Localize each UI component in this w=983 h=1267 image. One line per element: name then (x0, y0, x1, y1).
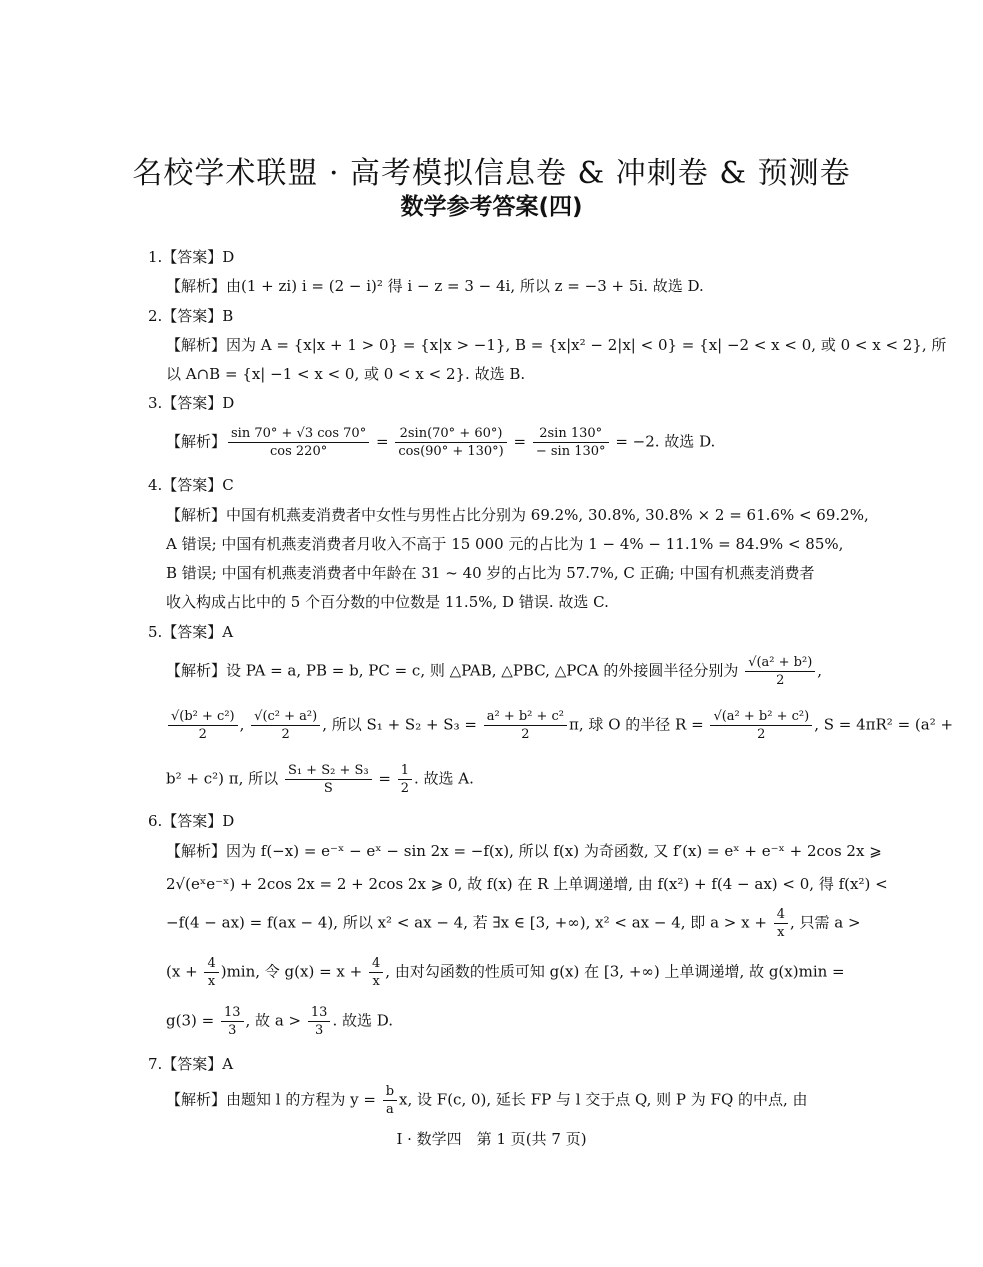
q5-analysis-line1: 【解析】设 PA = a, PB = b, PC = c, 则 △PAB, △PBC, △PCA 的外接圆半径分别为 $\frac{\text{√(a² + b²)}}{2}$ , (166, 655, 823, 688)
page-footer: Ⅰ · 数学四 第 1 页(共 7 页) (396, 1130, 587, 1148)
q6-analysis-line1: 【解析】因为 f(−x) = e⁻ˣ − eˣ − sin 2x = −f(x), 所以 f(x) 为奇函数, 又 f′(x) = eˣ + e⁻ˣ + 2cos 2x ⩾ (166, 842, 882, 860)
q6-analysis-line5: g(3) = $\frac{13}{3}$ , 故 a > $\frac{13}{3}$ . 故选 D. (166, 1005, 394, 1038)
q5-answer: 5.【答案】A (148, 623, 234, 641)
q3-answer: 3.【答案】D (148, 394, 235, 412)
q7-analysis-line1: 【解析】由题知 l 的方程为 y = $\frac{b}{a}$ x, 设 F(c, 0), 延长 FP 与 l 交于点 Q, 则 P 为 FQ 的中点, 由 (166, 1084, 808, 1117)
q5-fraction-bc: $\frac{\text{√(b² + c²)}}{2}$ (168, 708, 238, 743)
q6-fraction-4x-c: $\frac{4}{x}$ (369, 955, 383, 990)
q6-analysis-line2: 2√(eˣe⁻ˣ) + 2cos 2x = 2 + 2cos 2x ⩾ 0, 故 f(x) 在 R 上单调递增, 由 f(x²) + f(4 − ax) < 0, 得 f(x²) < (166, 875, 888, 893)
q4-analysis-line4: 收入构成占比中的 5 个百分数的中位数是 11.5%, D 错误. 故选 C. (166, 593, 609, 611)
q5-analysis-line3: b² + c²) π, 所以 $\frac{\text{S₁ + S₂ + S₃}}{S}$ = $\frac{1}{2}$ . 故选 A. (166, 763, 474, 796)
page-subtitle: 数学参考答案(四) (400, 194, 583, 220)
q3-fraction-3: $\frac{2\sin 130^\circ}{- \sin 130^\circ}$ (533, 425, 609, 460)
q3-fraction-1: $\frac{\sin 70^\circ + √3 \cos 70^\circ}{\cos 220^\circ}$ (228, 425, 369, 460)
q5-fraction-radius: $\frac{\text{√(a² + b² + c²)}}{2}$ (710, 708, 812, 743)
q6-analysis-line4: (x + $\frac{4}{x}$ )min, 令 g(x) = x + $\frac{4}{x}$ , 由对勾函数的性质可知 g(x) 在 [3, +∞) 上单调递增, 故 g(x)min = (166, 956, 845, 989)
q2-analysis-line1: 【解析】因为 A = {x|x + 1 > 0} = {x|x > −1}, B = {x|x² − 2|x| < 0} = {x| −2 < x < 0, 或 0 < x < 2}, 所 (166, 336, 947, 354)
q7-answer: 7.【答案】A (148, 1055, 234, 1073)
q6-fraction-13-3-a: $\frac{13}{3}$ (221, 1004, 244, 1039)
q4-analysis-line1: 【解析】中国有机燕麦消费者中女性与男性占比分别为 69.2%, 30.8%, 30.8% × 2 = 61.6% < 69.2%, (166, 506, 869, 524)
q3-tail: = −2. 故选 D. (615, 432, 716, 451)
q6-analysis-line3: −f(4 − ax) = f(ax − 4), 所以 x² < ax − 4, 若 ∃x ∈ [3, +∞), x² < ax − 4, 即 a > x + $\frac{4}{x}$ , 只需 a > (166, 907, 861, 940)
q3-lead: 【解析】 (166, 432, 227, 451)
q5-fraction-ab: $\frac{\text{√(a² + b²)}}{2}$ (745, 654, 815, 689)
q6-answer: 6.【答案】D (148, 812, 235, 830)
q1-answer: 1.【答案】D (148, 248, 235, 266)
q3-fraction-2: $\frac{2\sin(70^\circ + 60^\circ)}{\cos(90^\circ + 130^\circ)}$ (395, 425, 506, 460)
q5-fraction-ratio: $\frac{\text{S₁ + S₂ + S₃}}{S}$ (285, 762, 372, 797)
q5-fraction-half: $\frac{1}{2}$ (398, 762, 412, 797)
q6-fraction-4x-b: $\frac{4}{x}$ (204, 955, 218, 990)
q5-analysis-line2: $\frac{\text{√(b² + c²)}}{2}$ , $\frac{\text{√(c² + a²)}}{2}$ , 所以 S₁ + S₂ + S₃ = $\frac{\text{a² + b² + c²}}{2}$ π, 球 O 的半径 R = $\frac{\text{√(a² + b² + c²)}}{2}$ , S = 4πR² = (a² + (166, 708, 953, 743)
q4-analysis-line2: A 错误; 中国有机燕麦消费者月收入不高于 15 000 元的占比为 1 − 4% − 11.1% = 84.9% < 85%, (166, 535, 844, 553)
q2-answer: 2.【答案】B (148, 307, 234, 325)
q6-fraction-13-3-b: $\frac{13}{3}$ (308, 1004, 331, 1039)
q5-fraction-ca: $\frac{\text{√(c² + a²)}}{2}$ (251, 708, 320, 743)
q2-analysis-line2: 以 A∩B = {x| −1 < x < 0, 或 0 < x < 2}. 故选 B. (166, 365, 526, 383)
q6-fraction-4x-a: $\frac{4}{x}$ (774, 906, 788, 941)
page-title: 名校学术联盟 · 高考模拟信息卷 & 冲刺卷 & 预测卷 (132, 156, 851, 191)
q4-analysis-line3: B 错误; 中国有机燕麦消费者中年龄在 31 ~ 40 岁的占比为 57.7%, C 正确; 中国有机燕麦消费者 (166, 564, 815, 582)
q4-answer: 4.【答案】C (148, 476, 234, 494)
q5-fraction-sum: $\frac{\text{a² + b² + c²}}{2}$ (484, 708, 567, 743)
q1-analysis: 【解析】由(1 + zi) i = (2 − i)² 得 i − z = 3 − 4i, 所以 z = −3 + 5i. 故选 D. (166, 277, 704, 295)
q3-analysis: 【解析】 $\frac{\sin 70^\circ + √3 \cos 70^\circ}{\cos 220^\circ}$ = $\frac{2\sin(70^\circ + 60^\circ)}{\cos(90^\circ + 130^\circ)}$ = $\frac{2\sin 130^\circ}{- \sin 130^\circ}$ = −2. 故选 D. (166, 426, 716, 459)
q7-fraction-b-a: $\frac{b}{a}$ (383, 1083, 397, 1118)
